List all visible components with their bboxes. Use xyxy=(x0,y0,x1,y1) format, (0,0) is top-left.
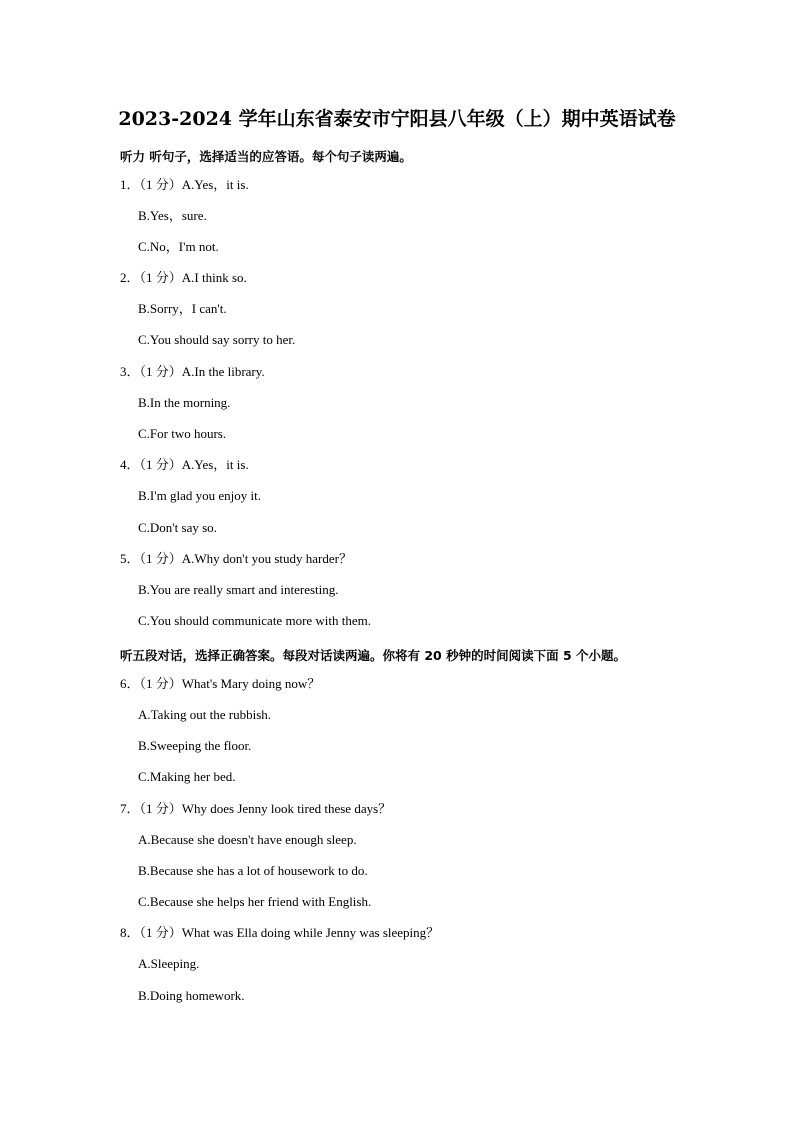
question-1-option-b: B.Yes，sure. xyxy=(138,208,207,223)
question-5-option-c: C.You should communicate more with them. xyxy=(138,613,372,628)
question-2-option-b: B.Sorry，I can't. xyxy=(138,301,227,316)
question-1-stem: 1．（1 分）A.Yes，it is. xyxy=(120,177,249,192)
question-6-option-b: B.Sweeping the floor. xyxy=(138,738,252,753)
question-5-stem: 5．（1 分）A.Why don't you study harder？ xyxy=(120,551,352,566)
question-8-option-b: B.Doing homework. xyxy=(138,988,245,1003)
section-heading-listening-dialogues: 听五段对话，选择正确答案。每段对话读两遍。你将有 20 秒钟的时间阅读下面 5 个小题。 xyxy=(120,648,627,663)
question-6-option-c: C.Making her bed. xyxy=(138,769,236,784)
question-3-option-c: C.For two hours. xyxy=(138,426,227,441)
question-3-option-b: B.In the morning. xyxy=(138,395,231,410)
question-3-stem: 3．（1 分）A.In the library. xyxy=(120,364,265,379)
question-1-option-c: C.No，I'm not. xyxy=(138,239,219,254)
page-title: 2023-2024 学年山东省泰安市宁阳县八年级（上）期中英语试卷 xyxy=(118,108,676,130)
section-heading-listening-sentences: 听力 听句子，选择适当的应答语。每个句子读两遍。 xyxy=(120,149,412,164)
question-4-stem: 4．（1 分）A.Yes，it is. xyxy=(120,457,249,472)
question-6-stem: 6．（1 分）What's Mary doing now？ xyxy=(120,676,321,691)
question-7-option-b: B.Because she has a lot of housework to do. xyxy=(138,863,368,878)
question-7-stem: 7．（1 分）Why does Jenny look tired these days？ xyxy=(120,801,392,816)
question-7-option-a: A.Because she doesn't have enough sleep. xyxy=(138,832,357,847)
question-2-option-c: C.You should say sorry to her. xyxy=(138,332,296,347)
question-6-option-a: A.Taking out the rubbish. xyxy=(138,707,272,722)
question-7-option-c: C.Because she helps her friend with English. xyxy=(138,894,372,909)
question-8-stem: 8．（1 分）What was Ella doing while Jenny was sleeping？ xyxy=(120,925,440,940)
question-5-option-b: B.You are really smart and interesting. xyxy=(138,582,339,597)
question-4-option-b: B.I'm glad you enjoy it. xyxy=(138,488,261,503)
question-8-option-a: A.Sleeping. xyxy=(138,956,200,971)
question-2-stem: 2．（1 分）A.I think so. xyxy=(120,270,247,285)
question-4-option-c: C.Don't say so. xyxy=(138,520,217,535)
